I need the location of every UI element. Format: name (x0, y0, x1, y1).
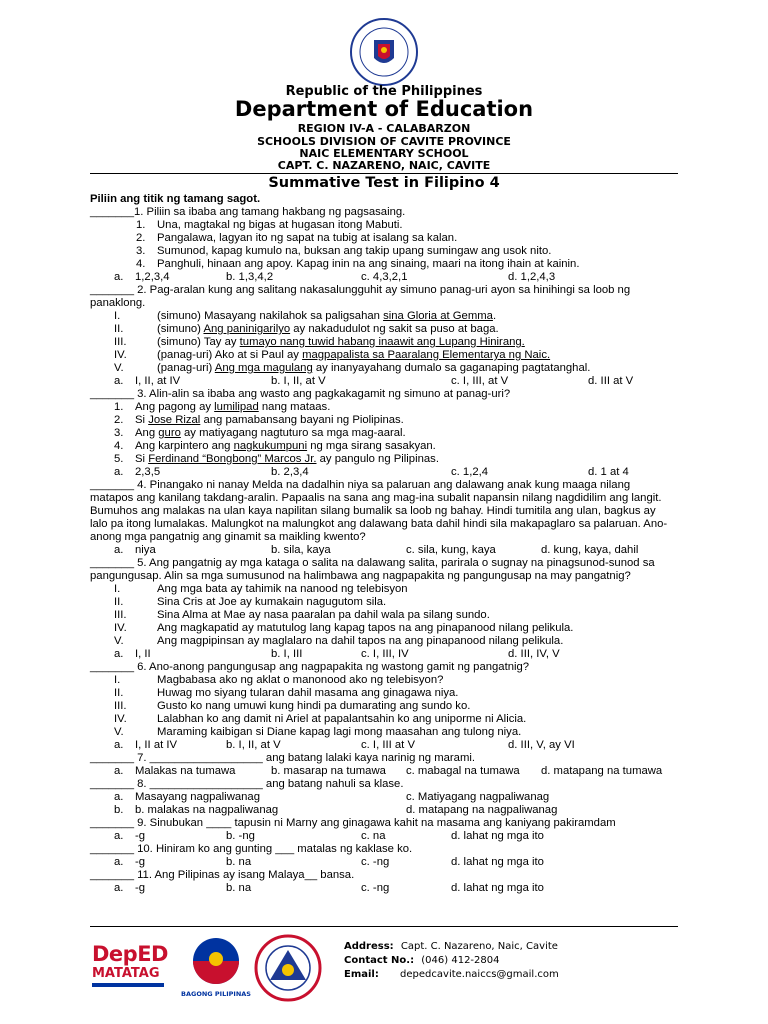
list-item: II. Huwag mo siyang tularan dahil masama ang ginagawa niya. (114, 687, 459, 699)
list-item: III. (simuno) Tay ay tumayo nang tuwid habang inaawit ang Lupang Hinirang. (114, 336, 525, 348)
question-8-stem: _______ 8. __________________ ang batang nahuli sa klase. (90, 778, 404, 790)
division-heading: SCHOOLS DIVISION OF CAVITE PROVINCE (257, 135, 511, 148)
list-item: 4. Ang karpintero ang nagkukumpuni ng mga sirang sasakyan. (114, 440, 436, 452)
list-item: V. Ang magpipinsan ay maglalaro na dahil tapos na ang pinapanood nilang pelikula. (114, 635, 564, 647)
republic-heading: Republic of the Philippines (285, 84, 483, 99)
list-item: I. Magbabasa ako ng aklat o manonood ako ng telebisyon? (114, 674, 444, 686)
deped-logo: DepED MATATAG (92, 942, 168, 987)
list-item: III. Gusto ko nang umuwi kung hindi pa dumarating ang sundo ko. (114, 700, 471, 712)
list-item: V. (panag-uri) Ang mga magulang ay inanyayahang dumalo sa gaganaping pagtatanghal. (114, 362, 591, 374)
list-item: 3. Ang guro ay matiyagang nagtuturo sa mga mag-aaral. (114, 427, 406, 439)
question-10-choices: a. -g b. na c. -ng d. lahat ng mga ito (114, 856, 544, 868)
question-7-choices: a. Malakas na tumawa b. masarap na tumawa c. mabagal na tumawa d. matapang na tumawa (114, 765, 663, 777)
question-2-stem: _______ 2. Pag-aralan kung ang salitang nakasalungguhit ay simuno panag-uri ayon sa hinihingi sa loob ng (90, 284, 631, 296)
question-7-stem: _______ 7. __________________ ang batang lalaki kaya narinig ng marami. (90, 752, 476, 764)
question-11-stem: _______ 11. Ang Pilipinas ay isang Malaya__ bansa. (90, 869, 355, 881)
question-1-stem: _______1. Piliin sa ibaba ang tamang hakbang ng pagsasaing. (90, 206, 406, 218)
list-item: II. Sina Cris at Joe ay kumakain nagugutom sila. (114, 596, 387, 608)
question-4-stem: _______ 4. Pinangako ni nanay Melda na dadalhin niya sa palaruan ang dalawang anak kung maaga nilang (90, 479, 631, 491)
question-6-stem: _______ 6. Ano-anong pangungusap ang nagpapakita ng wastong gamit ng pangatnig? (90, 661, 530, 673)
list-item: 5. Si Ferdinand “Bongbong” Marcos Jr. ay pangulo ng Pilipinas. (114, 453, 439, 465)
list-item: 3. Sumunod, kapag kumulo na, buksan ang takip upang sumingaw ang usok nito. (136, 245, 552, 257)
region-heading: REGION IV-A - CALABARZON (297, 122, 471, 135)
school-heading: NAIC ELEMENTARY SCHOOL (299, 147, 469, 160)
question-6-choices: a. I, II at IV b. I, II, at V c. I, III at V d. III, V, ay VI (114, 739, 575, 751)
question-10-stem: _______ 10. Hiniram ko ang gunting ___ matalas ng kaklase ko. (90, 843, 413, 855)
list-item: IV. Lalabhan ko ang damit ni Ariel at papalantsahin ko ang uniporme ni Alicia. (114, 713, 527, 725)
test-title: Summative Test in Filipino 4 (268, 175, 500, 191)
deped-seal-icon (345, 18, 423, 86)
instructions: Piliin ang titik ng tamang sagot. (90, 193, 261, 205)
list-item: IV. (panag-uri) Ako at si Paul ay magpapalista sa Paaralang Elementarya ng Naic. (114, 349, 551, 361)
question-8-choices-b: b. b. malakas na nagpaliwanag d. matapang na nagpaliwanag (114, 804, 558, 816)
list-item: II. (simuno) Ang paninigarilyo ay nakadudulot ng sakit sa puso at baga. (114, 323, 499, 335)
question-4-choices: a. niya b. sila, kaya c. sila, kung, kaya d. kung, kaya, dahil (114, 544, 639, 556)
bagong-pilipinas-icon (180, 935, 252, 985)
footer-email: Email: depedcavite.naiccs@gmail.com (344, 969, 559, 980)
list-item: I. (simuno) Masayang nakilahok sa paligsahan sina Gloria at Gemma. (114, 310, 497, 322)
question-9-stem: _______ 9. Sinubukan ____ tapusin ni Marny ang ginagawa kahit na masama ang kaniyang pakiramdam (90, 817, 616, 829)
list-item: 1. Ang pagong ay lumilipad nang mataas. (114, 401, 331, 413)
list-item: IV. Ang magkapatid ay matutulog lang kapag tapos na ang pinapanood nilang pelikula. (114, 622, 574, 634)
list-item: V. Maraming kaibigan si Diane kapag lagi mong maasahan ang tulong niya. (114, 726, 522, 738)
footer-contact: Contact No.: (046) 412-2804 (344, 955, 500, 966)
list-item: 2. Pangalawa, lagyan ito ng sapat na tubig at isalang sa kalan. (136, 232, 458, 244)
list-item: I. Ang mga bata ay tahimik na nanood ng telebisyon (114, 583, 408, 595)
department-heading: Department of Education (234, 97, 534, 121)
list-item: 1. Una, magtakal ng bigas at hugasan itong Mabuti. (136, 219, 403, 231)
question-3-stem: _______ 3. Alin-alin sa ibaba ang wasto ang pagkakagamit ng simuno at panag-uri? (90, 388, 511, 400)
school-address-heading: CAPT. C. NAZARENO, NAIC, CAVITE (277, 159, 491, 172)
school-seal-icon (254, 934, 322, 1002)
list-item: 2. Si Jose Rizal ang pamabansang bayani ng Piolipinas. (114, 414, 404, 426)
question-5-stem: _______ 5. Ang pangatnig ay mga kataga o salita na dalawang salita, parirala o sugnay na pinagsunod-sunod sa (90, 557, 655, 569)
footer-rule (90, 926, 678, 927)
question-8-choices-a: a. Masayang nagpaliwanag c. Matiyagang nagpaliwanag (114, 791, 550, 803)
list-item: III. Sina Alma at Mae ay nasa paaralan pa dahil wala pa silang sundo. (114, 609, 490, 621)
questions: Piliin ang titik ng tamang sagot. _______1. Piliin sa ibaba ang tamang hakbang ng pagsasaing. 1. Una, magtakal ng bigas at hugasan itong Mabuti. 2. Pangalawa, lagyan ito ng sapat na tubig at isalang sa kalan. 3. Sumunod, kapag kumulo na, buksan ang takip upang sumingaw ang usok nito. 4. Panghuli, hinaan ang apoy. Kapag inin na ang sinaing, maari na itong ihain at kainin. a. 1,2,3,4 b. 1,3,4,2 c. 4,3,2,1 d. 1,2,4,3 _______ 2. Pag-aralan kung ang salitang nakasalungguhit ay simuno panag-uri ayon sa hinihingi sa loob ng panaklong. I. (simuno) Masayang nakilahok sa paligsahan sina Gloria at Gemma. II. (simuno) Ang paninigarilyo ay nakadudulot ng sakit sa puso at baga. III. (simuno) Tay ay tumayo nang tuwid habang inaawit ang Lupang Hinirang. IV. (panag-uri) Ako at si Paul ay magpapalista sa Paaralang Elementarya ng Naic. V. (panag-uri) Ang mga magulang ay inanyayahang dumalo sa gaganaping pagtatanghal. a. I, II, at IV b. I, II, at V c. I, III, at V d. III at V _______ 3. Alin-alin sa ibaba ang wasto ang pagkakagamit ng simuno at panag-uri? 1. Ang pagong ay lumilipad nang mataas. 2. Si Jose Rizal ang pamabansang bayani ng Piolipinas. 3. Ang guro ay matiyagang nagtuturo sa mga mag-aaral. 4. Ang karpintero ang nagkukumpuni ng mga sirang sasakyan. 5. Si Ferdinand “Bongbong” Marcos Jr. ay pangulo ng Pilipinas. a. 2,3,5 b. 2,3,4 c. 1,2,4 d. 1 at 4 _______ 4. Pinangako ni nanay Melda na dadalhin niya sa palaruan ang dalawang anak kung maaga nilang matapos ang kanilang takdang-aralin. Papaalis na sana ang mag-ina subalit napansin nilang nagdidilim ang langit. Bumuhos ang malakas na ulan kaya napilitan silang bumalik sa loob ng bahay. Hindi tumitila ang ulan, bagkus ay lalo pa itong lumalakas. Malungkot na malungkot ang dalawang bata dahil hindi sila makapaglaro sa palaruan. Ano- anong mga pangatnig ang ginamit sa maikling kwento? a. niya b. sila, kaya c. sila, kung, kaya d. kung, kaya, dahil _______ 5. Ang pangatnig ay mga kataga o salita na dalawang salita, parirala o sugnay na pinagsunod-sunod sa pangungusap. Alin sa mga sumusunod na halimbawa ang nagpapakita ng pangungusap na may pangatnig? I. Ang mga bata ay tahimik na nanood ng telebisyon II. Sina Cris at Joe ay kumakain nagugutom sila. III. Sina Alma at Mae ay nasa paaralan pa dahil wala pa silang sundo. IV. Ang magkapatid ay matutulog lang kapag tapos na ang pinapanood nilang pelikula. V. Ang magpipinsan ay maglalaro na dahil tapos na ang pinapanood nilang pelikula. a. I, II b. I, III c. I, III, IV d. III, IV, V _______ 6. Ano-anong pangungusap ang nagpapakita ng wastong gamit ng pangatnig? I. Magbabasa ako ng aklat o manonood ako ng telebisyon? II. Huwag mo siyang tularan dahil masama ang ginagawa niya. III. Gusto ko nang umuwi kung hindi pa dumarating ang sundo ko. IV. Lalabhan ko ang damit ni Ariel at papalantsahin ko ang uniporme ni Alicia. V. Maraming kaibigan si Diane kapag lagi mong maasahan ang tulong niya. a. I, II at IV b. I, II, at V c. I, III at V d. III, V, ay VI _______ 7. __________________ ang batang lalaki kaya narinig ng marami. a. Malakas na tumawa b. masarap na tumawa c. mabagal na tumawa d. matapang na tumawa _______ 8. __________________ ang batang nahuli sa klase. a. Masayang nagpaliwanag c. Matiyagang nagpaliwanag b. b. malakas na nagpaliwanag d. matapang na nagpaliwanag _______ 9. Sinubukan ____ tapusin ni Marny ang ginagawa kahit na masama ang kaniyang pakiramdam a. -g b. -ng c. na d. lahat ng mga ito _______ 10. Hiniram ko ang gunting ___ matalas ng kaklase ko. a. -g b. na c. -ng d. lahat ng mga ito _______ 11. Ang Pilipinas ay isang Malaya__ bansa. a. -g b. na c. -ng d. lahat ng mga ito (90, 193, 680, 895)
question-1-choices: a. 1,2,3,4 b. 1,3,4,2 c. 4,3,2,1 d. 1,2,4,3 (114, 271, 556, 283)
bagong-pilipinas-logo: BAGONG PILIPINAS (180, 935, 252, 995)
question-11-choices: a. -g b. na c. -ng d. lahat ng mga ito (114, 882, 544, 894)
header-rule (90, 173, 678, 174)
list-item: 4. Panghuli, hinaan ang apoy. Kapag inin na ang sinaing, maari na itong ihain at kainin. (136, 258, 580, 270)
question-5-choices: a. I, II b. I, III c. I, III, IV d. III, IV, V (114, 648, 560, 660)
question-2-choices: a. I, II, at IV b. I, II, at V c. I, III, at V d. III at V (114, 375, 634, 387)
footer-address: Address: Capt. C. Nazareno, Naic, Cavite (344, 941, 558, 952)
question-3-choices: a. 2,3,5 b. 2,3,4 c. 1,2,4 d. 1 at 4 (114, 466, 629, 478)
question-9-choices: a. -g b. -ng c. na d. lahat ng mga ito (114, 830, 544, 842)
